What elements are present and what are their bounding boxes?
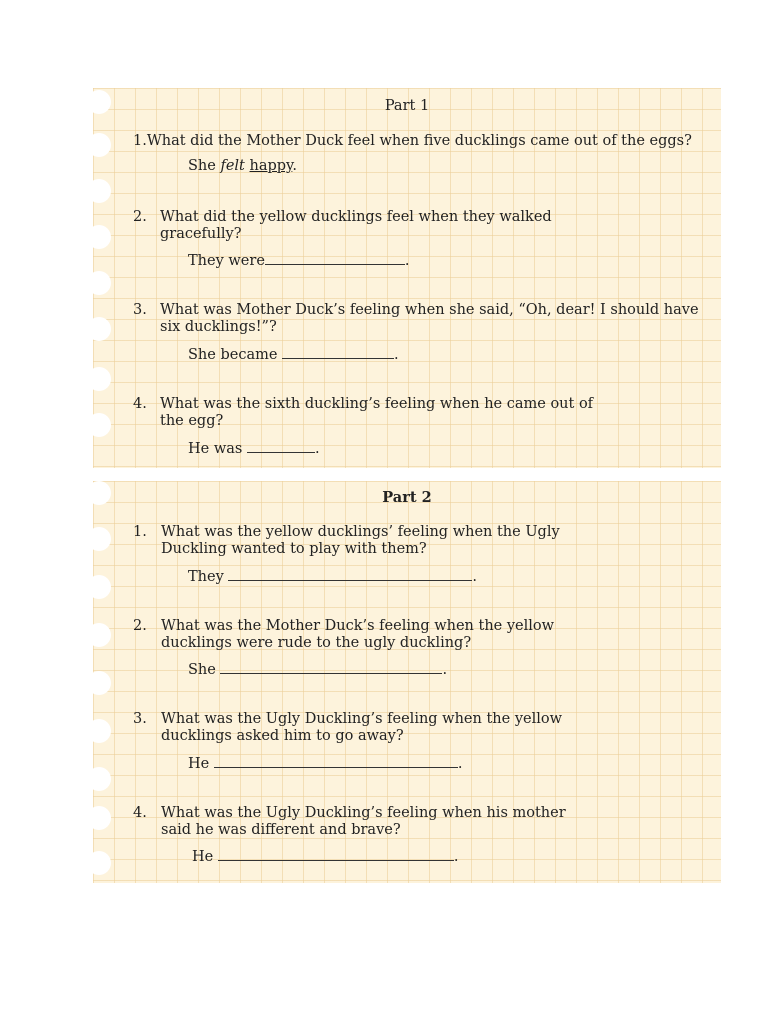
punch-hole xyxy=(87,767,111,791)
question-3-line-1: What was Mother Duck’s feeling when she said, “Oh, dear! I should have xyxy=(160,302,699,318)
question-4-line-2: the egg? xyxy=(160,413,224,429)
punch-hole xyxy=(87,527,111,551)
question-1-line-2: Duckling wanted to play with them? xyxy=(161,541,427,557)
part-title: Part 1 xyxy=(384,98,430,114)
punch-hole xyxy=(87,133,111,157)
question-number: 2. xyxy=(133,618,147,634)
punch-hole xyxy=(87,719,111,743)
punch-hole xyxy=(87,623,111,647)
answer-blank[interactable] xyxy=(247,439,315,453)
answer-4: He was . xyxy=(188,441,320,457)
punch-hole xyxy=(87,179,111,203)
answer-blank[interactable] xyxy=(265,251,405,265)
punch-hole xyxy=(87,317,111,341)
answer-blank[interactable] xyxy=(214,754,458,768)
worksheet-part-2 xyxy=(93,481,721,883)
answer-2: She . xyxy=(188,662,448,678)
answer-4: He . xyxy=(192,849,459,865)
question-1: 1.What did the Mother Duck feel when five ducklings came out of the eggs? xyxy=(133,133,692,149)
question-number: 3. xyxy=(133,711,147,727)
punch-hole xyxy=(87,671,111,695)
part-title: Part 2 xyxy=(382,489,432,506)
question-3-line-2: six ducklings!”? xyxy=(160,319,277,335)
question-3-line-2: ducklings asked him to go away? xyxy=(161,728,404,744)
answer-blank[interactable] xyxy=(228,567,472,581)
answer-3: He . xyxy=(188,756,463,772)
question-2-line-1: What was the Mother Duck’s feeling when the yellow xyxy=(161,618,555,634)
punch-hole xyxy=(87,575,111,599)
answer-1: They . xyxy=(188,569,478,585)
answer-2: They were . xyxy=(188,253,410,269)
question-number: 4. xyxy=(133,396,147,412)
question-2-line-1: What did the yellow ducklings feel when they walked xyxy=(160,209,552,225)
punch-hole xyxy=(87,271,111,295)
punch-hole xyxy=(87,413,111,437)
answer-blank[interactable] xyxy=(282,345,394,359)
punch-hole xyxy=(87,367,111,391)
question-number: 2. xyxy=(133,209,147,225)
answer-1: She felt happy. xyxy=(188,158,297,174)
question-number: 4. xyxy=(133,805,147,821)
punch-hole xyxy=(87,806,111,830)
question-4-line-2: said he was different and brave? xyxy=(161,822,401,838)
question-number: 3. xyxy=(133,302,147,318)
answer-blank[interactable] xyxy=(218,847,454,861)
punch-hole xyxy=(87,851,111,875)
answer-3: She became . xyxy=(188,347,399,363)
question-1-line-1: What was the yellow ducklings’ feeling when the Ugly xyxy=(161,524,560,540)
question-3-line-1: What was the Ugly Duckling’s feeling when the yellow xyxy=(161,711,563,727)
question-4-line-1: What was the Ugly Duckling’s feeling when his mother xyxy=(161,805,566,821)
question-2-line-2: ducklings were rude to the ugly duckling? xyxy=(161,635,472,651)
answer-blank[interactable] xyxy=(220,660,442,674)
punch-hole xyxy=(87,225,111,249)
question-4-line-1: What was the sixth duckling’s feeling when he came out of xyxy=(160,396,594,412)
question-number: 1. xyxy=(133,524,147,540)
question-2-line-2: gracefully? xyxy=(160,226,242,242)
worksheet-part-1 xyxy=(93,88,721,468)
